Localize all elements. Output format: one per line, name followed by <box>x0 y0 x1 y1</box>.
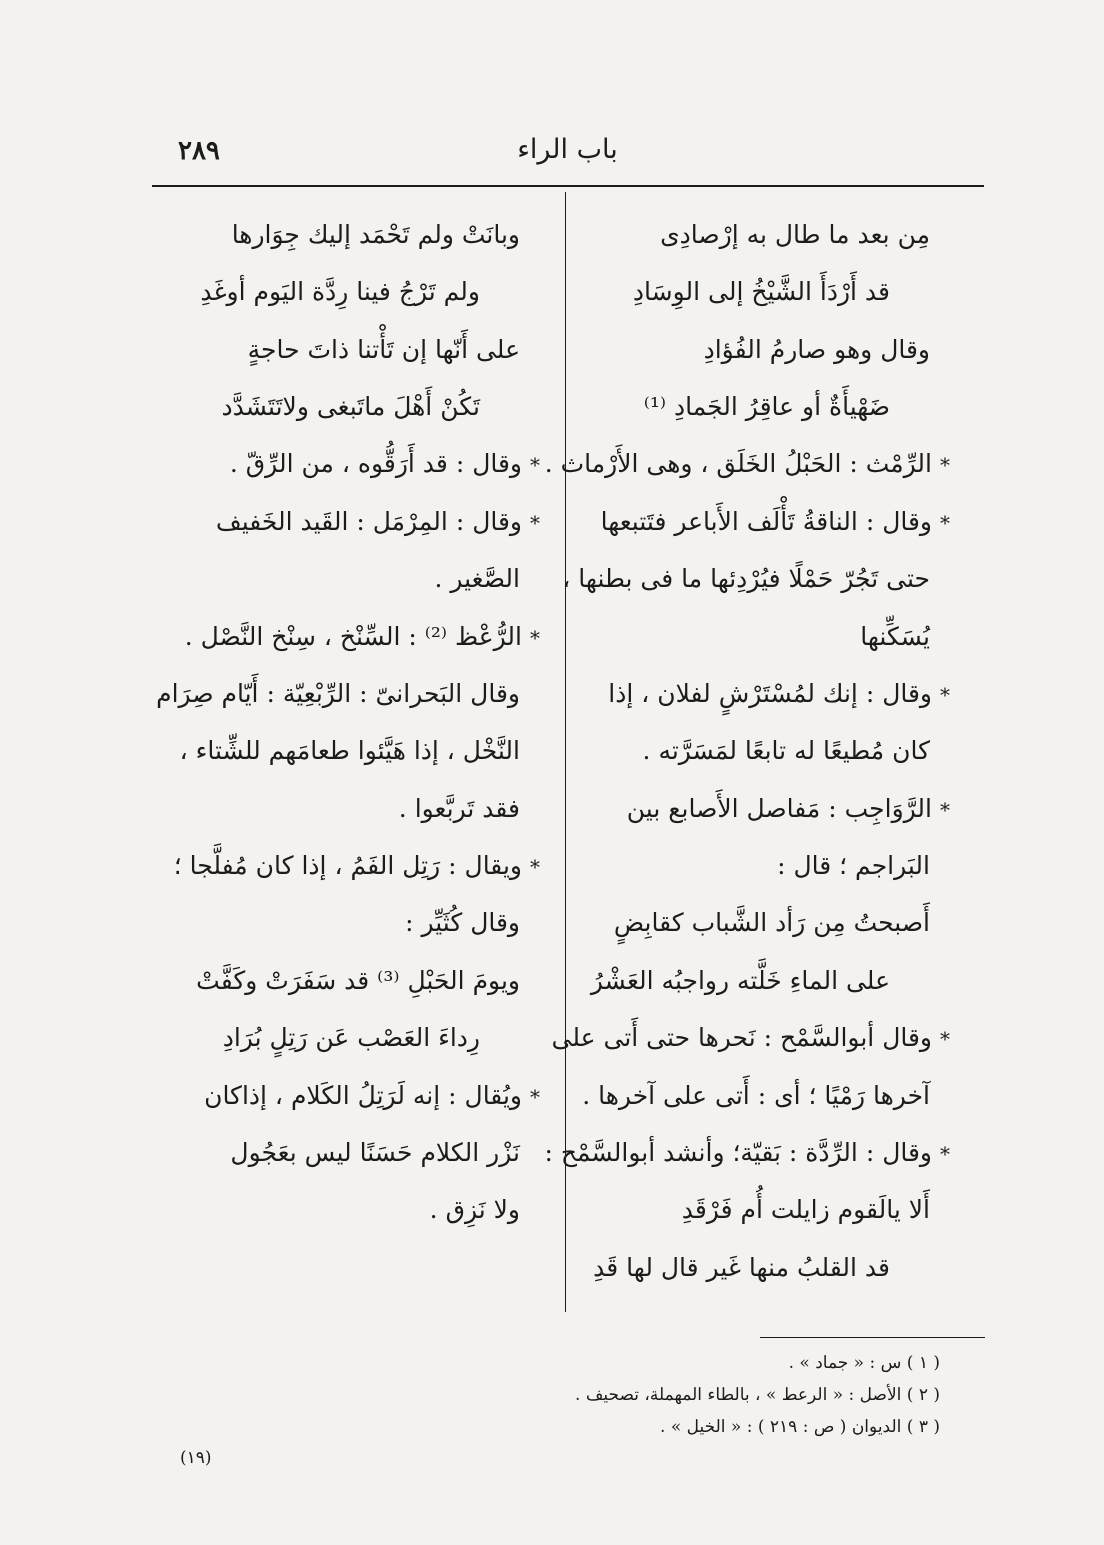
text-line <box>562 554 950 604</box>
line-text: قد أَرْدَأَ الشَّيْخُ إلى الوِسَادِ <box>632 277 890 307</box>
line-text: وقال : إنك لمُسْتَرْشٍ لفلان ، إذا <box>608 678 932 708</box>
text-line <box>165 554 540 604</box>
text-line <box>165 1128 540 1178</box>
line-text: وقال أبوالسَّمْح : نَحرها حتى أَتى على <box>551 1023 932 1053</box>
line-text: أَصبحتُ مِن رَأد الشَّباب كقابِضٍ <box>613 908 930 938</box>
text-line <box>544 439 950 489</box>
signature-mark: (١٩) <box>180 1448 212 1468</box>
text-line <box>585 497 950 547</box>
text-line <box>585 956 950 1006</box>
text-line <box>165 439 540 489</box>
entry-star-icon: * <box>940 1141 950 1166</box>
text-line <box>544 1128 950 1178</box>
line-text: مِن بعد ما طال به إرْصادِى <box>660 220 930 249</box>
line-text: الرُّعْظ ⁽²⁾ : السِّنْخ ، سِنْخ النَّصْل . <box>184 621 522 651</box>
text-line <box>165 841 540 891</box>
text-line <box>585 1185 950 1235</box>
entry-star-icon: * <box>940 453 950 478</box>
line-text: آخرها رَمْيًا ؛ أى : أَتى على آخرها . <box>582 1080 930 1110</box>
entry-star-icon: * <box>940 1027 950 1052</box>
text-line <box>582 1071 950 1121</box>
text-line <box>165 784 540 834</box>
line-text: وقال : الناقةُ تَأْلَف الأَباعر فتَتبعها <box>600 506 932 536</box>
text-line <box>585 841 950 891</box>
line-text: وقال : المِرْمَل : القَيد الخَفيف <box>215 506 522 536</box>
line-text: يُسَكِّنها <box>860 621 930 651</box>
text-line <box>165 726 540 776</box>
line-text: الصَّغير . <box>434 564 520 594</box>
text-line <box>585 784 950 834</box>
line-text: النَّخْل ، إذا هَيَّئوا طعامَهم للشِّتاء ، <box>179 736 520 766</box>
text-line <box>165 210 540 260</box>
entry-star-icon: * <box>530 453 540 478</box>
text-line <box>585 669 950 719</box>
line-text: البَراجم ؛ قال : <box>777 851 930 881</box>
line-text: ويُقال : إنه لَرَتِلُ الكَلام ، إذاكان <box>204 1080 522 1110</box>
line-text: على أَنّها إن تَأْتنا ذاتَ حاجةٍ <box>247 334 520 364</box>
entry-star-icon: * <box>530 855 540 880</box>
text-line <box>585 382 950 432</box>
text-line <box>585 898 950 948</box>
entry-star-icon: * <box>940 682 950 707</box>
text-line <box>585 325 950 375</box>
line-text: قد القلبُ منها غَير قال لها قَدِ <box>593 1252 890 1282</box>
line-text: وقال البَحرانىّ : الرِّبْعِيّة : أَيّام صِرَام <box>156 678 520 708</box>
text-line <box>165 1071 540 1121</box>
entry-star-icon: * <box>530 625 540 650</box>
line-text: رِداءَ العَصْب عَن رَتِلٍ بُرَادِ <box>222 1023 480 1053</box>
line-text: نَزْر الكلام حَسَنًا ليس بعَجُول <box>230 1137 520 1167</box>
page-number: ٢٨٩ <box>178 136 220 166</box>
line-text: تَكُنْ أَهْلَ ماتَبغى ولاتَتَشَدَّد <box>221 392 480 422</box>
text-line <box>165 1013 540 1063</box>
line-text: كان مُطيعًا له تابعًا لمَسَرَّته . <box>642 736 930 766</box>
line-text: ضَهْيأَةٌ أو عاقِرُ الجَمادِ ⁽¹⁾ <box>643 392 890 422</box>
entry-star-icon: * <box>530 1084 540 1109</box>
line-text: أَلا يالَقوم زايلت أُم فَرْقَدِ <box>681 1195 930 1225</box>
text-line <box>165 325 540 375</box>
page-header <box>150 128 985 178</box>
entry-star-icon: * <box>940 797 950 822</box>
footnote-item: ( ٣ ) الديوان ( ص : ٢١٩ ) : « الخيل » . <box>660 1417 940 1437</box>
text-line <box>165 956 540 1006</box>
chapter-title: باب الراء <box>517 134 618 165</box>
line-text: وقال : الرِّدَّة : بَقيّة؛ وأنشد أبوالسَّمْح : <box>544 1137 932 1167</box>
line-text: وقال وهو صارمُ الفُؤادِ <box>703 334 930 364</box>
text-line <box>165 382 540 432</box>
text-line <box>585 726 950 776</box>
line-text: فقد تَربَّعوا . <box>398 793 520 823</box>
text-line <box>585 210 950 260</box>
line-text: ويقال : رَتِل الفَمُ ، إذا كان مُفلَّجا ؛ <box>173 851 522 881</box>
text-line <box>165 612 540 662</box>
text-line <box>585 612 950 662</box>
text-line <box>585 267 950 317</box>
line-text: وقال : قد أَرَقُّوه ، من الرِّقّ . <box>229 449 522 479</box>
footnote-rule <box>760 1337 985 1338</box>
text-line <box>165 497 540 547</box>
footnote-item: ( ١ ) س : « جماد » . <box>788 1353 940 1373</box>
text-line <box>156 669 540 719</box>
line-text: حتى تَجُرّ حَمْلًا فيُرْدِئها ما فى بطنها ، <box>562 564 930 594</box>
text-line <box>165 898 540 948</box>
line-text: ولم تَرْجُ فينا رِدَّة اليَوم أوغَدِ <box>200 277 480 307</box>
header-rule <box>152 185 984 187</box>
line-text: وبانَتْ ولم تَحْمَد إليك جِوَارها <box>231 220 520 249</box>
line-text: الرِّمْث : الحَبْلُ الخَلَق ، وهى الأَرْماث . <box>544 449 932 479</box>
entry-star-icon: * <box>940 510 950 535</box>
line-text: على الماءِ خَلَّته رواجبُه العَشْرُ <box>590 965 890 995</box>
text-line <box>165 267 540 317</box>
line-text: ولا نَزِق . <box>429 1195 520 1225</box>
text-line <box>585 1243 950 1293</box>
line-text: ويومَ الحَبْلِ ⁽³⁾ قد سَفَرَتْ وكَفَّتْ <box>196 965 520 995</box>
text-line <box>551 1013 950 1063</box>
text-line <box>165 1185 540 1235</box>
line-text: الرَّوَاجِب : مَفاصل الأَصابع بين <box>626 793 932 823</box>
entry-star-icon: * <box>530 510 540 535</box>
line-text: وقال كُثَيِّر : <box>405 908 520 938</box>
footnote-item: ( ٢ ) الأصل : « الرعط » ، بالطاء المهملة، تصحيف . <box>575 1385 940 1405</box>
